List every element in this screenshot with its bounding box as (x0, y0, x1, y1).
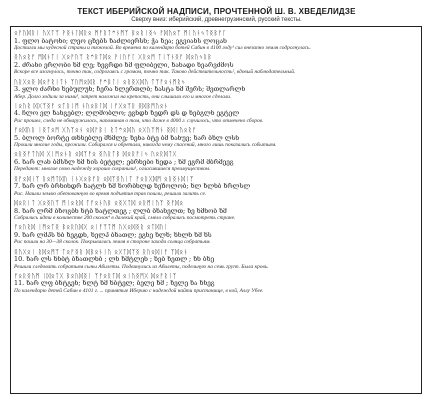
inscription-block (14, 30, 419, 51)
russian-translation: Собрались идти в количестве 200 сколок⁴ в далекий край, смело собрались посмотреть стране. (14, 215, 236, 222)
iberian-line: ᚠᛟᚱᛝᚢᛗ ᛁᛞᛟᛏᚷ ᛒᛟᚢᛞᛝᛁ ᛉᚠᛟᚱᛏᛞ ᛟᛁᚢᛝᛗᚷ ᛞᛟᚠᚱᛁᛉ (14, 272, 177, 280)
russian-translation: Вскоре все изогнулось, точно так, содрогаясь с громом, точно так. Таково действительность², вдовый наблюдательный. (14, 69, 296, 76)
georgian-line: 4. ჩლო ვლ ხანგებლ; ლლმობლო; ეგნდნ ხედრ დს დ ხებგლნ ეგტელ (14, 110, 240, 118)
inscription-block (14, 54, 419, 75)
iberian-line: ᛝᚢᚷᛟᛁ ᚱᛞᛟᛗᛉ ᛏᛟᚠᛝᚱ ᛞᛒᛟᚾᛁᚢ ᛟᚷᛏᛞᛉᛝ ᚱᚢᛟᛞᛁᚠ ᛉᛞᛟᚾ (14, 248, 188, 256)
iberian-line: ᛁᛟᚢᚱ ᛞᚷᛉᛝᚠ ᛟᛏᚱᛁᛗ ᚾᚢᛟᛒᛚᛞ ᛁᚠᚷᛟᛉᚱ ᛝᛞᛒᛗᚢᛟᚾ (14, 102, 169, 110)
inscription-blocks (14, 30, 419, 390)
inscription-block (14, 249, 419, 270)
inscription-block (14, 200, 419, 221)
iberian-line: ᚠᛟᛞᚢᚱ ᛁᛝᛏᛟᛗ ᚷᚢᛉᛟᚾ ᛟᛞᚠᛒᛁ ᚱᛏᛜᛟᛞᚢ ᛟᚷᚢᛉᛗᚾ ᛝᛞᛁᚢᛟᚱᚠ (14, 127, 197, 135)
iberian-line: ᛟᚠᚢᛞᚱᛁ ᚢᚷᛏᛉ ᚹᛝᚾᛚᛞᚱᛟ ᛗᚠᚱᛏᛜᚾᛗᛉ ᛒᛟᚱᛁᛝᛃ ᚠᛞᚢᛟᛉ ᛗᛁᚢᚾᛃᛏᛝᛒᚠᛚ (14, 30, 227, 37)
russian-translation: Решили следовать собратьям сыны Абилеты. Подвинулись из Абилеты, подельную на семь групп. Была кровь. (14, 263, 269, 270)
georgian-line: 5. ბლოლ ბორტე თხნებლე მხმლე; ხენა ბტე ბმ ხანუე; ხარ ბხლ ლსნ (14, 134, 240, 142)
inscription-block (14, 127, 419, 148)
georgian-line: 3. ყლო ძარნი ხებულუნ; ჩერა ხლერთლბ; ხასტა ხმ შერს; შეთლარლნ (14, 86, 246, 94)
georgian-line: 1. ფლო ბატონი; ლეო ცხებს ხაძლიერსნ; ჭა ხეა; ეგვიანს ლოცან (14, 37, 227, 45)
iberian-line: ᚠᛟᚢᚱᛞ ᛁᛗᛟᛏᛝ ᛒᛟᚱᚢᛞᚷ ᛟᛁᚠᛉᛏᛗ ᚢᚷᛟᛞᛝᚱ ᛟᛏᛞᚢᛁ (14, 224, 169, 232)
russian-translation: По календарю детей Сабин в 4101 г. ... принятые Иберию с надеждой найти пристанище, в кой, Аллу Убее. (14, 287, 264, 294)
russian-translation: Абер. Долго ходили за ними³, запрет наложил на крепость, они слышали его и многое сделали. (14, 93, 232, 100)
russian-translation: Прошли многие годы, прожили. Собирался и обретали, никогда чему спасений, много лишь показались событьям. (14, 142, 277, 149)
georgian-line: 7. ხარ ლრ ბრნინდრ ხატლნ ხმ ხორბნლდ ხეზოლობ; ხლ ხლნბ ხრლსლ (14, 183, 251, 191)
russian-translation: Рис прошел, следа не обнаружилось, напоминая о том, что даже в 4000 г. случилось, что отмечено сборов. (14, 117, 264, 124)
document-title: ТЕКСТ ИБЕРИЙСКОЙ НАДПИСИ, ПРОЧТЕННОЙ Ш. В. ХВЕДЕЛИДЗЕ (77, 7, 356, 16)
georgian-line: 2. ძრანი ერღობი ხმ ლე; ხეგრდი ხმ ფლიბელი, ხანადი ხეარვძმოს (14, 61, 234, 69)
russian-translation: Рис пошли на 30—38 сколок. Покрывалась земля в стороне захода солнца собратьям. (14, 239, 211, 246)
russian-translation: Рис. Нашли землю обетованную во время подъятия трав пошли, решили залить се. (14, 190, 207, 197)
georgian-line: 8. ხარ ლრმ ბხოგბნ ხტბ ხატლთეგ ; ლლბ ბხანელთ; ხე ხმნობ ხმ (14, 207, 227, 215)
inscription-block (14, 176, 419, 197)
inscription-block (14, 103, 419, 124)
iberian-line: ᛟᚱᛝᚠᛏᚢᛞ ᚷᛁᛗᛟᚾᚱ ᛟᛞᛉᚠᛟ ᛝᚢᚱᛏᛒ ᛞᛟᚱᚠᛁᛃ ᚢᛟᚱᛞᛏᚷ (14, 151, 177, 159)
russian-translation: Достигли мы чудесной страны и тяжелой. Во времена по календарю ботей Сабин в 4100 году¹ сил внезапно земля содрогнулась. (14, 45, 311, 51)
georgian-line: 11. ხარ ლფ ბხტგენ; ხლტ ხმ ხბტელ; ბელე ხმ ; ხელე ხა ხნეგ (14, 280, 215, 288)
inscription-block (14, 224, 419, 245)
iberian-line: ᛝᚠᛟᛞᛁᛉ ᚱᛟᛗᛏᛞᚢ ᛁᚾᚷᛟᛒᚠᚱ ᛟᛞᛉᛝᚢᛁᛏ ᚠᛟᚱᚷᛞᛗ ᛟᚱᛝᚾᛞᛁᛉ (14, 175, 195, 183)
inscription-block (14, 273, 419, 294)
georgian-line: 9. ხარ ლმპს ხბ ხეგდნ, ხელპ ბხათლ; ეგნე ხლხ; ხნლნ ხმ ხს (14, 231, 212, 239)
iberian-line: ᛞᛟᚱᛁᛏ ᚷᛟᛝᚢᛉ ᛗᛁᛟᚱᛞ ᛏᚠᛟᚾᚢᛒ ᛟᛝᚷᛏᛞ ᛟᚱᛗᛁᚢᛉ ᛝᚠᛞᛟ (14, 200, 184, 208)
inscription-block (14, 151, 419, 172)
iberian-line: ᚢᚱᚷᛟᛝ ᛞᛟᚠᚱᛁᛏᚾ ᛉᚢᛗᛟᛞᚱ ᚠᛜᛒᛚᛁ ᛟᚱᛝᚷᛞᚢ ᛏᛉᚠᛟᚾᛗᚱᛃ (14, 78, 186, 86)
georgian-line: 10. ხარ ლს ხნბტ ბხათლნბ ; ლნ ხმტლენ ; ხებ ხეთლ ; ხნ ბხე (14, 256, 215, 264)
iberian-line: ᛝᚢᛟᚱᚠ ᛗᛞᚾᛏᛁ ᚷᛟᚠᚢᛉ ᚱᛜᛒᛏᛞᛟ ᚹᛁᚢᚠᛚ ᚷᚱᛟᛗ ᛏᛁᛉᚾᛝᚠ ᛞᛟᚢᛃᚱᛒ (14, 54, 212, 62)
inscription-block (14, 79, 419, 100)
georgian-line: 6. ხარ ლან ბმსხლ ხმ ხის ბეტელ; ებრნები ხედა ; ხმ ეგრმ მბრმეეგ (14, 158, 234, 166)
document-subtitle: Сверху вниз: иберийский, древнегрузинский, русский тексты. (131, 17, 302, 23)
russian-translation: Передают: многие свою надежду хорошо сохранили¹, огласившиеся преимуществом. (14, 166, 211, 173)
